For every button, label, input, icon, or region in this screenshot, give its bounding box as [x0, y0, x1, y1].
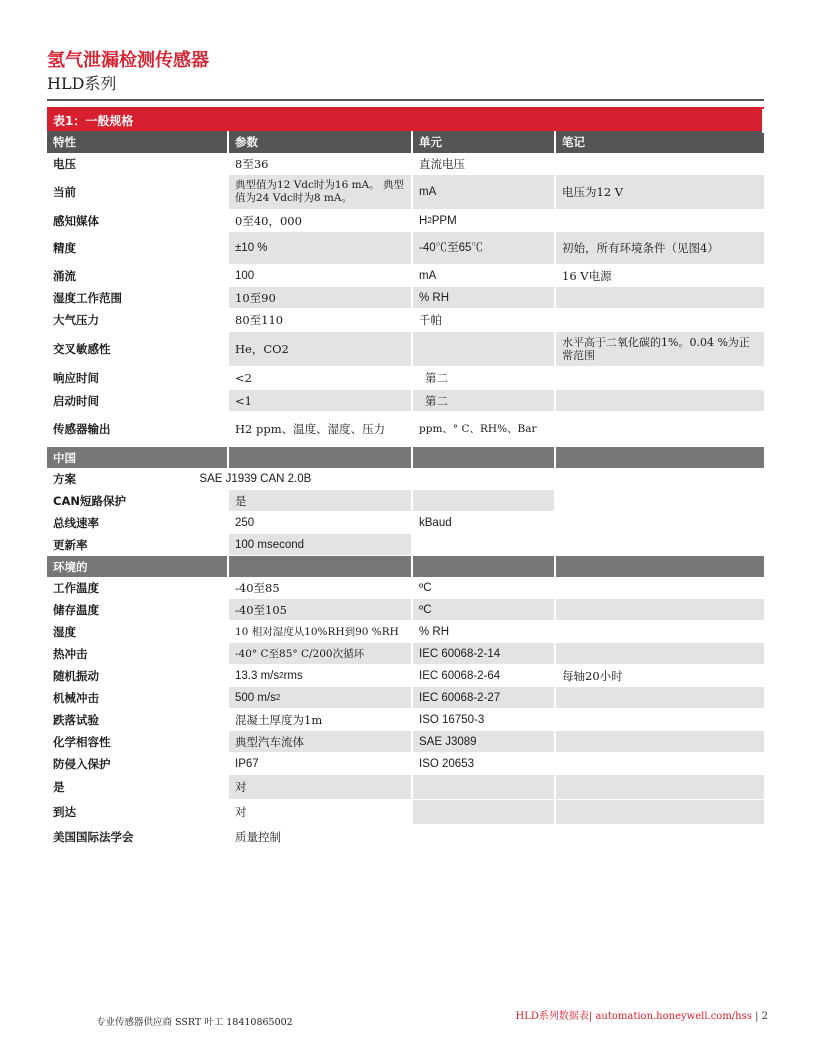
cell-note — [556, 800, 764, 824]
cell-param: 对 — [229, 800, 413, 824]
cell-param: IP67 — [229, 753, 413, 774]
cell-param: SAE J1939 CAN 2.0B — [193, 468, 484, 489]
cell-param: 对 — [229, 775, 413, 799]
cell-unit: SAE J3089 — [413, 731, 556, 752]
cell-param: ±10 % — [229, 232, 413, 264]
cell-unit: ISO 20653 — [413, 753, 556, 774]
cell-feature: 当前 — [47, 175, 229, 209]
cell-param: 10 相对湿度从10%RH到90 %RH — [229, 621, 413, 642]
cell-unit: ppm、° C、RH%、Bar — [413, 412, 556, 446]
cell-feature: 感知媒体 — [47, 210, 229, 231]
cell-unit: 第二 — [413, 367, 556, 389]
table-row — [47, 412, 764, 447]
cell-param: -40至105 — [229, 599, 413, 620]
cell-feature: 涌流 — [47, 265, 229, 286]
cell-note — [556, 731, 764, 752]
cell-param: 100 msecond — [229, 534, 413, 555]
cell-note — [556, 825, 764, 849]
cell-unit: 直流电压 — [413, 153, 556, 174]
cell-param: 典型汽车流体 — [229, 731, 413, 752]
cell-note — [556, 709, 764, 730]
cell-note — [556, 287, 764, 308]
cell-param: 8至36 — [229, 153, 413, 174]
section-fill — [413, 447, 556, 468]
cell-param: 是 — [229, 490, 413, 511]
cell-unit: IEC 60068-2-14 — [413, 643, 556, 664]
cell-note — [556, 153, 764, 174]
cell-note — [556, 490, 764, 511]
cell-note — [556, 309, 764, 331]
cell-unit — [413, 775, 556, 799]
table-row — [47, 534, 764, 556]
cell-unit — [413, 800, 556, 824]
cell-feature: 大气压力 — [47, 309, 229, 331]
cell-param: 100 — [229, 265, 413, 286]
cell-unit — [413, 825, 556, 849]
page-title: 氢气泄漏检测传感器 — [47, 50, 209, 71]
table-row — [47, 490, 764, 512]
table-row — [47, 309, 764, 332]
cell-feature: 响应时间 — [47, 367, 229, 389]
cell-unit: 千帕 — [413, 309, 556, 331]
cell-unit: IEC 60068-2-27 — [413, 687, 556, 708]
cell-param: -40° C至85° C/200次循环 — [229, 643, 413, 664]
cell-feature: 跌落试验 — [47, 709, 229, 730]
cell-param: 80至110 — [229, 309, 413, 331]
param-main: 500 m/s — [235, 691, 276, 704]
page-subtitle: HLD系列 — [47, 74, 117, 93]
cell-note — [556, 390, 764, 411]
cell-feature: 工作温度 — [47, 577, 229, 598]
cell-param: 10至90 — [229, 287, 413, 308]
footer-link[interactable]: HLD系列数据表| automation.honeywell.com/hss — [515, 1011, 752, 1022]
section-fill — [413, 556, 556, 577]
cell-feature: 方案 — [47, 468, 193, 489]
page-number: | 2 — [755, 1011, 768, 1022]
cell-feature: 湿度 — [47, 621, 229, 642]
section-header-environment — [47, 556, 764, 577]
cell-note: 水平高于二氧化碳的1%。0.04 %为正常范围 — [556, 332, 764, 366]
cell-note — [556, 643, 764, 664]
table-row — [47, 332, 764, 367]
cell-param: 质量控制 — [229, 825, 413, 849]
table-row — [47, 210, 764, 232]
col-header-param: 参数 — [229, 131, 413, 153]
cell-note: 初始，所有环境条件（见图4） — [556, 232, 764, 264]
cell-feature: 是 — [47, 775, 229, 799]
section-label: 中国 — [47, 447, 229, 468]
col-header-unit: 单元 — [413, 131, 556, 153]
param-rest: rms — [283, 669, 303, 682]
cell-unit: -40℃至65℃ — [413, 232, 556, 264]
cell-note — [556, 775, 764, 799]
section-label: 环境的 — [47, 556, 229, 577]
cell-note — [556, 753, 764, 774]
cell-note — [556, 534, 764, 555]
col-header-note: 笔记 — [556, 131, 764, 153]
cell-unit: % RH — [413, 287, 556, 308]
cell-note — [556, 412, 764, 446]
cell-note — [556, 367, 764, 389]
cell-feature: 随机振动 — [47, 665, 229, 686]
cell-unit: % RH — [413, 621, 556, 642]
cell-param: 13.3 m/s 2 rms — [229, 665, 413, 686]
cell-unit: mA — [413, 265, 556, 286]
cell-note — [556, 599, 764, 620]
section-fill — [556, 556, 764, 577]
table-row — [47, 753, 764, 775]
cell-param: <2 — [229, 367, 413, 389]
footer-supplier: 专业传感器供应商 SSRT 叶工 18410865002 — [96, 1017, 293, 1028]
table-row — [47, 512, 764, 534]
cell-unit: ISO 16750-3 — [413, 709, 556, 730]
cell-param: H2 ppm、温度、湿度、压力 — [229, 412, 413, 446]
unit-rest: PPM — [431, 214, 457, 227]
table-row — [47, 599, 764, 621]
cell-feature: 精度 — [47, 232, 229, 264]
col-header-feature: 特性 — [47, 131, 229, 153]
title-divider — [47, 99, 764, 101]
spec-table — [47, 107, 764, 850]
table-row — [47, 175, 764, 210]
cell-feature: 防侵入保护 — [47, 753, 229, 774]
table-row — [47, 577, 764, 599]
cell-unit: H 2 PPM — [413, 210, 556, 231]
table-row — [47, 665, 764, 687]
cell-feature: 总线速率 — [47, 512, 229, 533]
cell-feature: 湿度工作范围 — [47, 287, 229, 308]
cell-unit: kBaud — [413, 512, 556, 533]
table-row — [47, 687, 764, 709]
cell-unit: 第二 — [413, 390, 556, 411]
cell-feature: 化学相容性 — [47, 731, 229, 752]
cell-unit — [413, 332, 556, 366]
table-header-row — [47, 131, 764, 153]
cell-param: -40至85 — [229, 577, 413, 598]
cell-unit — [413, 490, 556, 511]
table-row — [47, 468, 764, 490]
cell-unit: ºC — [413, 599, 556, 620]
cell-param: 典型值为12 Vdc时为16 mA。 典型值为24 Vdc时为8 mA。 — [229, 175, 413, 209]
section-header-can — [47, 447, 764, 468]
unit-main: H — [419, 214, 428, 227]
cell-feature: 更新率 — [47, 534, 229, 555]
cell-note — [556, 621, 764, 642]
table-row — [47, 232, 764, 265]
cell-feature: 到达 — [47, 800, 229, 824]
footer-datasheet — [516, 1007, 768, 1022]
table-row — [47, 825, 764, 850]
table-row — [47, 775, 764, 800]
cell-unit: ºC — [413, 577, 556, 598]
cell-feature: 交叉敏感性 — [47, 332, 229, 366]
cell-param: 500 m/s 2 — [229, 687, 413, 708]
cell-note — [556, 512, 764, 533]
cell-note — [556, 687, 764, 708]
table-row — [47, 265, 764, 287]
cell-feature: 美国国际法学会 — [47, 825, 229, 849]
table-row — [47, 621, 764, 643]
table-row — [47, 390, 764, 412]
cell-note — [485, 468, 764, 489]
section-fill — [556, 447, 764, 468]
cell-feature: 传感器输出 — [47, 412, 229, 446]
cell-param: 0至40，000 — [229, 210, 413, 231]
cell-feature: 机械冲击 — [47, 687, 229, 708]
table-caption: 表1：一般规格 — [47, 107, 764, 131]
cell-feature: CAN短路保护 — [47, 490, 229, 511]
cell-note — [556, 577, 764, 598]
cell-note: 16 V电源 — [562, 268, 612, 283]
table-row — [47, 709, 764, 731]
cell-feature: 电压 — [47, 153, 229, 174]
table-row — [47, 731, 764, 753]
table-row — [47, 367, 764, 390]
cell-unit: mA — [413, 175, 556, 209]
cell-note — [556, 210, 764, 231]
cell-unit — [413, 534, 556, 555]
cell-param: 混凝土厚度为1m — [229, 709, 413, 730]
table-row — [47, 153, 764, 175]
cell-param: 250 — [229, 512, 413, 533]
section-fill — [229, 556, 413, 577]
cell-note: 电压为12 V — [556, 175, 764, 209]
cell-feature: 热冲击 — [47, 643, 229, 664]
cell-param: <1 — [229, 390, 413, 411]
section-fill — [229, 447, 413, 468]
cell-feature: 启动时间 — [47, 390, 229, 411]
cell-param: He，CO2 — [229, 332, 413, 366]
cell-feature: 储存温度 — [47, 599, 229, 620]
table-row — [47, 643, 764, 665]
table-row — [47, 287, 764, 309]
cell-unit: IEC 60068-2-64 — [413, 665, 556, 686]
param-main: 13.3 m/s — [235, 669, 280, 682]
cell-note: 每轴20小时 — [562, 668, 623, 683]
table-row — [47, 800, 764, 825]
